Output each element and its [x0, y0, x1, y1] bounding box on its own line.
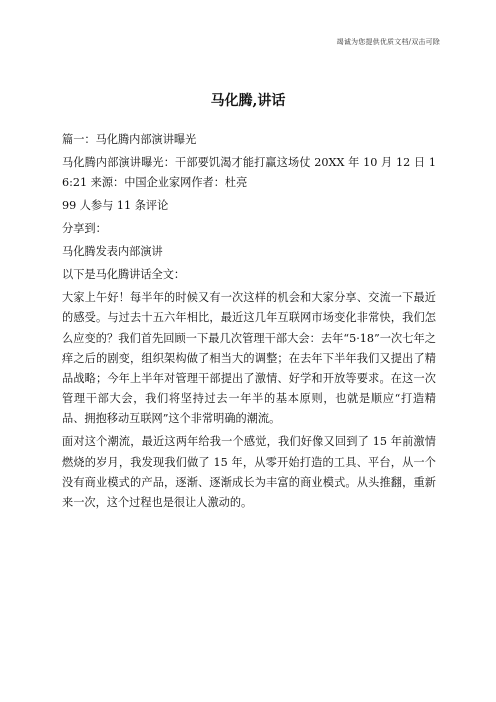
paragraph: 99 人参与 11 条评论 — [62, 199, 169, 213]
paragraph: 马化腾发表内部演讲 — [62, 245, 163, 259]
paragraph: 分享到： — [62, 222, 107, 236]
document-title: 马化腾,讲话 — [210, 93, 286, 109]
paragraph: 马化腾内部演讲曝光：干部要饥渴才能打赢这场仗 20XX 年 10 月 12 日 16:21 来源：中国企业家网作者：杜亮 — [62, 156, 436, 190]
header-note: 竭诚为您提供优质文档/双击可除 — [336, 38, 440, 46]
paragraph: 大家上午好！每半年的时候又有一次这样的机会和大家分享、交流一下最近的感受。与过去十五六年相比，最近这几年互联网市场变化非常快，我们怎么应变的？我们首先回顾一下最几次管理干部大会：去年“5·18”一次七年之痒之后的剧变，组织架构做了相当大的调整；在去年下半年我们又提出了精品战略；今年上半年对管理干部提出了激情、好学和开放等要求。在这一次管理干部大会，我们将坚持过去一年半的基本原则，也就是顺应“打造精品、拥抱移动互联网”这个非常明确的潮流。 — [62, 291, 436, 426]
document-body — [62, 130, 436, 516]
paragraph: 面对这个潮流，最近这两年给我一个感觉，我们好像又回到了 15 年前激情燃烧的岁月，我发现我们做了 15 年，从零开始打造的工具、平台，从一个没有商业模式的产品，逐渐、逐渐成长为丰富的商业模式。从头推翻，重新来一次，这个过程也是很让人激动的。 — [62, 435, 436, 510]
paragraph: 篇一：马化腾内部演讲曝光 — [62, 133, 197, 146]
paragraph: 以下是马化腾讲话全文： — [62, 268, 186, 282]
